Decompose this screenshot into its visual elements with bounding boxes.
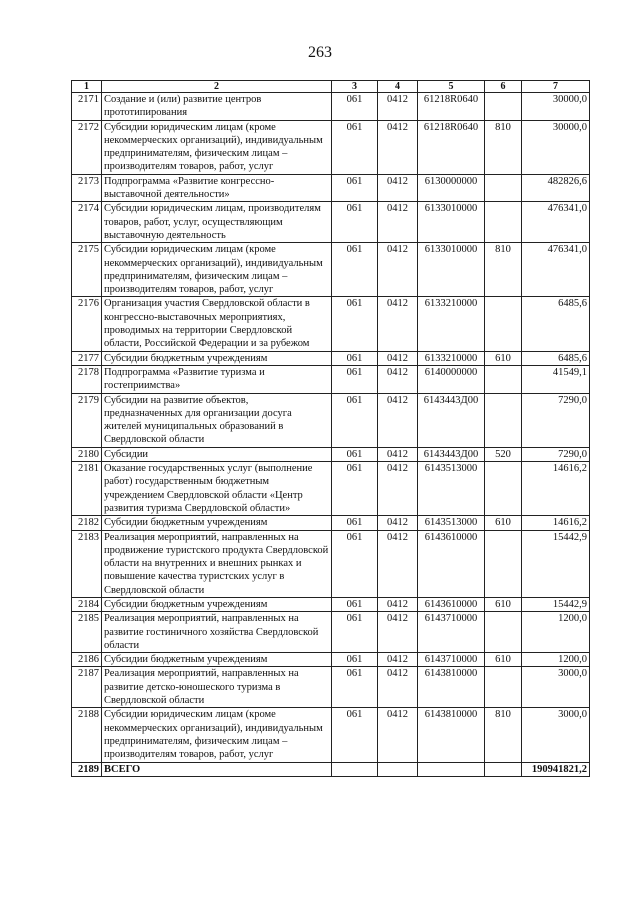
row-ministry-code: 061: [332, 120, 378, 174]
row-ministry-code: 061: [332, 393, 378, 447]
row-ministry-code: 061: [332, 93, 378, 121]
row-sum: 476341,0: [522, 202, 590, 243]
row-expense-type: [485, 297, 522, 351]
row-sum: 476341,0: [522, 243, 590, 297]
table-row: [72, 243, 590, 297]
row-target-code: 6143710000: [418, 653, 485, 667]
table-row: [72, 462, 590, 516]
row-ministry-code: 061: [332, 653, 378, 667]
row-section-code: 0412: [378, 597, 418, 611]
row-ministry-code: 061: [332, 667, 378, 708]
row-number: 2189: [72, 762, 102, 776]
row-sum: 30000,0: [522, 120, 590, 174]
table-row: [72, 202, 590, 243]
row-name: Реализация мероприятий, направленных на развитие гостиничного хозяйства Свердловской области: [102, 612, 332, 653]
row-target-code: 6143610000: [418, 597, 485, 611]
table-row: [72, 516, 590, 530]
table-row: [72, 93, 590, 121]
row-name: Субсидии юридическим лицам, производителям товаров, работ, услуг, осуществляющим выставочную деятельность: [102, 202, 332, 243]
row-number: 2175: [72, 243, 102, 297]
budget-table: [71, 80, 590, 777]
row-section-code: 0412: [378, 297, 418, 351]
row-section-code: 0412: [378, 653, 418, 667]
row-ministry-code: 061: [332, 612, 378, 653]
row-name: Субсидии юридическим лицам (кроме некоммерческих организаций), индивидуальным предпринимателям, физическим лицам – производителям товаров, работ, услуг: [102, 120, 332, 174]
row-name: ВСЕГО: [102, 762, 332, 776]
column-header: 6: [485, 81, 522, 93]
row-target-code: 6133210000: [418, 297, 485, 351]
table-row: [72, 297, 590, 351]
row-target-code: 6133010000: [418, 202, 485, 243]
row-sum: 482826,6: [522, 174, 590, 202]
row-sum: 6485,6: [522, 297, 590, 351]
table-row: [72, 653, 590, 667]
row-ministry-code: 061: [332, 708, 378, 762]
row-target-code: 6133010000: [418, 243, 485, 297]
row-expense-type: 810: [485, 120, 522, 174]
table-row: [72, 393, 590, 447]
row-section-code: 0412: [378, 120, 418, 174]
row-number: 2171: [72, 93, 102, 121]
row-sum: 14616,2: [522, 462, 590, 516]
row-number: 2172: [72, 120, 102, 174]
row-name: Субсидии юридическим лицам (кроме некоммерческих организаций), индивидуальным предпринимателям, физическим лицам – производителям товаров, работ, услуг: [102, 243, 332, 297]
table-row: [72, 120, 590, 174]
table-row: [72, 447, 590, 461]
row-sum: 3000,0: [522, 667, 590, 708]
column-header: 1: [72, 81, 102, 93]
row-ministry-code: 061: [332, 447, 378, 461]
row-section-code: 0412: [378, 174, 418, 202]
row-ministry-code: 061: [332, 365, 378, 393]
row-section-code: 0412: [378, 708, 418, 762]
row-sum: 30000,0: [522, 93, 590, 121]
row-name: Организация участия Свердловской области в конгрессно-выставочных мероприятиях, проводимых на территории Свердловской области, Российской Федерации и за рубежом: [102, 297, 332, 351]
row-sum: 7290,0: [522, 393, 590, 447]
row-number: 2180: [72, 447, 102, 461]
row-section-code: 0412: [378, 365, 418, 393]
row-section-code: 0412: [378, 447, 418, 461]
row-name: Реализация мероприятий, направленных на развитие детско-юношеского туризма в Свердловской области: [102, 667, 332, 708]
row-expense-type: [485, 612, 522, 653]
row-section-code: 0412: [378, 667, 418, 708]
column-header: 3: [332, 81, 378, 93]
row-number: 2185: [72, 612, 102, 653]
row-expense-type: [485, 462, 522, 516]
row-expense-type: [485, 393, 522, 447]
row-target-code: 6143810000: [418, 708, 485, 762]
row-sum: 14616,2: [522, 516, 590, 530]
row-number: 2173: [72, 174, 102, 202]
row-number: 2177: [72, 351, 102, 365]
row-ministry-code: 061: [332, 597, 378, 611]
row-expense-type: [485, 174, 522, 202]
row-number: 2178: [72, 365, 102, 393]
row-expense-type: 610: [485, 516, 522, 530]
row-expense-type: 810: [485, 708, 522, 762]
row-number: 2176: [72, 297, 102, 351]
row-number: 2187: [72, 667, 102, 708]
row-target-code: 6130000000: [418, 174, 485, 202]
row-number: 2179: [72, 393, 102, 447]
row-expense-type: 810: [485, 243, 522, 297]
row-ministry-code: 061: [332, 516, 378, 530]
row-sum: 3000,0: [522, 708, 590, 762]
row-name: Субсидии бюджетным учреждениям: [102, 516, 332, 530]
row-expense-type: [485, 530, 522, 597]
row-section-code: 0412: [378, 612, 418, 653]
row-target-code: 614З443Д00: [418, 393, 485, 447]
row-sum: 15442,9: [522, 530, 590, 597]
column-header: 7: [522, 81, 590, 93]
row-target-code: 6133210000: [418, 351, 485, 365]
row-target-code: 614З443Д00: [418, 447, 485, 461]
row-name: Субсидии бюджетным учреждениям: [102, 351, 332, 365]
row-section-code: 0412: [378, 516, 418, 530]
row-ministry-code: 061: [332, 351, 378, 365]
row-name: Реализация мероприятий, направленных на продвижение туристского продукта Свердловской области на внутренних и внешних рынках и повышение качества туристских услуг в Свердловской области: [102, 530, 332, 597]
page-number: 263: [308, 44, 332, 61]
row-sum: 41549,1: [522, 365, 590, 393]
row-number: 2188: [72, 708, 102, 762]
row-number: 2184: [72, 597, 102, 611]
row-sum: 6485,6: [522, 351, 590, 365]
table-row: [72, 597, 590, 611]
row-sum: 15442,9: [522, 597, 590, 611]
table-row: [72, 612, 590, 653]
row-number: 2183: [72, 530, 102, 597]
row-section-code: 0412: [378, 243, 418, 297]
row-target-code: 6140000000: [418, 365, 485, 393]
row-ministry-code: 061: [332, 530, 378, 597]
table-row: [72, 667, 590, 708]
row-expense-type: 610: [485, 597, 522, 611]
row-expense-type: 520: [485, 447, 522, 461]
row-name: Субсидии юридическим лицам (кроме некоммерческих организаций), индивидуальным предпринимателям, физическим лицам – производителям товаров, работ, услуг: [102, 708, 332, 762]
table-row: [72, 365, 590, 393]
total-row: [72, 762, 590, 776]
row-expense-type: [485, 202, 522, 243]
row-target-code: 6143610000: [418, 530, 485, 597]
header-row: [72, 81, 590, 93]
row-section-code: 0412: [378, 93, 418, 121]
column-header: 5: [418, 81, 485, 93]
row-sum: 7290,0: [522, 447, 590, 461]
table-row: [72, 351, 590, 365]
row-number: 2174: [72, 202, 102, 243]
row-section-code: 0412: [378, 462, 418, 516]
row-name: Субсидии бюджетным учреждениям: [102, 653, 332, 667]
row-sum: 1200,0: [522, 653, 590, 667]
column-header: 2: [102, 81, 332, 93]
row-ministry-code: 061: [332, 202, 378, 243]
row-name: Субсидии: [102, 447, 332, 461]
row-section-code: 0412: [378, 393, 418, 447]
row-name: Субсидии на развитие объектов, предназначенных для организации досуга жителей муниципальных образований в Свердловской области: [102, 393, 332, 447]
row-name: Оказание государственных услуг (выполнение работ) государственным бюджетным учреждением Свердловской области «Центр развития туризма Свердловской области»: [102, 462, 332, 516]
row-section-code: 0412: [378, 202, 418, 243]
row-expense-type: [485, 667, 522, 708]
table-row: [72, 174, 590, 202]
row-expense-type: [485, 365, 522, 393]
row-ministry-code: 061: [332, 174, 378, 202]
row-number: 2181: [72, 462, 102, 516]
row-name: Субсидии бюджетным учреждениям: [102, 597, 332, 611]
row-name: Подпрограмма «Развитие конгрессно-выставочной деятельности»: [102, 174, 332, 202]
row-target-code: 6143513000: [418, 516, 485, 530]
row-target-code: 6143710000: [418, 612, 485, 653]
row-name: Создание и (или) развитие центров прототипирования: [102, 93, 332, 121]
row-sum: 190941821,2: [522, 762, 590, 776]
row-expense-type: [485, 93, 522, 121]
row-ministry-code: 061: [332, 462, 378, 516]
table-row: [72, 530, 590, 597]
row-number: 2186: [72, 653, 102, 667]
row-number: 2182: [72, 516, 102, 530]
column-header: 4: [378, 81, 418, 93]
row-expense-type: 610: [485, 351, 522, 365]
row-ministry-code: 061: [332, 243, 378, 297]
row-section-code: 0412: [378, 530, 418, 597]
row-sum: 1200,0: [522, 612, 590, 653]
row-ministry-code: 061: [332, 297, 378, 351]
row-target-code: 61218R0640: [418, 120, 485, 174]
table-row: [72, 708, 590, 762]
row-target-code: 61218R0640: [418, 93, 485, 121]
row-target-code: 6143513000: [418, 462, 485, 516]
row-target-code: 6143810000: [418, 667, 485, 708]
row-expense-type: 610: [485, 653, 522, 667]
row-name: Подпрограмма «Развитие туризма и гостеприимства»: [102, 365, 332, 393]
row-section-code: 0412: [378, 351, 418, 365]
